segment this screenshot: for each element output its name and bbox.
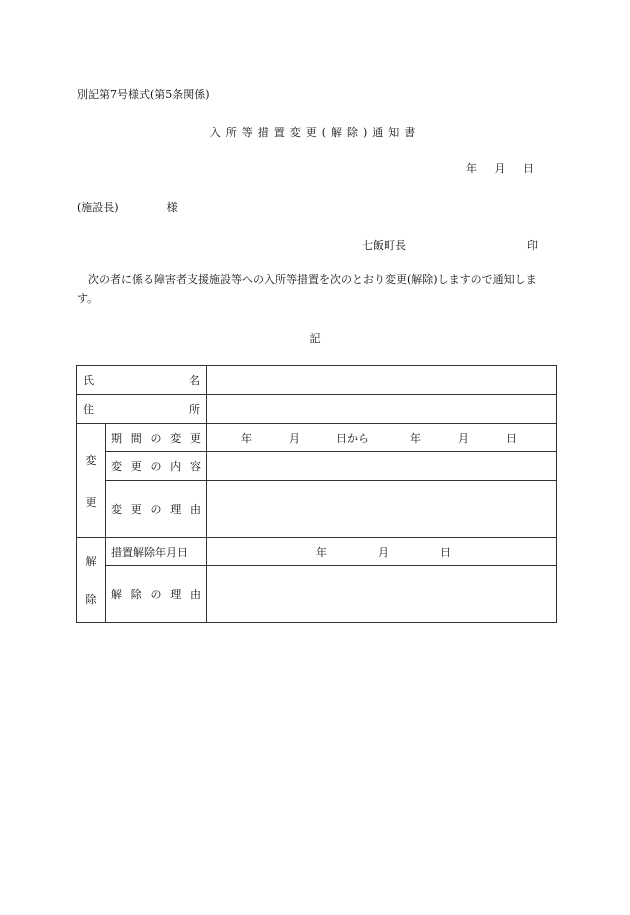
addressee-honorific: 様: [166, 201, 178, 214]
cancel-reason-label: [106, 566, 207, 623]
addressee: [77, 199, 178, 215]
seal-mark: 印: [527, 239, 538, 252]
notice-table: [76, 365, 557, 623]
name-label: [77, 366, 207, 395]
change-group-char: 更: [85, 495, 97, 509]
label-char: の: [150, 503, 162, 516]
label-char: 解: [111, 588, 122, 601]
label-char: の: [150, 460, 162, 473]
label-char: 間: [130, 431, 142, 445]
change-content-field: [207, 452, 557, 481]
date-year: 年: [241, 431, 252, 445]
label-char: の: [150, 588, 162, 601]
cancel-group-char: 解: [85, 555, 97, 568]
label-char: 内: [170, 460, 182, 473]
name-label-char: 名: [189, 374, 200, 387]
date-month: 月: [378, 545, 389, 559]
issuer-name: 七飯町長: [362, 239, 406, 252]
ki-heading: 記: [309, 332, 321, 345]
cancel-reason-row: [77, 566, 557, 623]
period-change-field: [207, 424, 557, 452]
date-day: 日: [440, 545, 451, 559]
date-day-from: 日から: [336, 431, 369, 445]
name-field: [207, 366, 557, 395]
cancel-group-label: [77, 538, 106, 623]
date-month: 月: [289, 431, 300, 445]
label-char: 変: [170, 431, 182, 445]
form-reference: 別記第7号様式(第5条関係): [77, 88, 210, 101]
cancel-date-row: [77, 538, 557, 566]
change-content-label: [106, 452, 207, 481]
issue-date: 年 月 日: [466, 162, 534, 175]
date-year: 年: [410, 431, 421, 445]
label-char: 変: [111, 460, 122, 473]
period-change-row: [77, 424, 557, 452]
change-content-row: [77, 452, 557, 481]
label-char: 由: [190, 588, 201, 601]
change-reason-row: [77, 481, 557, 538]
change-group-char: 変: [85, 453, 97, 467]
address-field: [207, 395, 557, 424]
period-change-label: [106, 424, 207, 452]
address-label: [77, 395, 207, 424]
label-char: の: [150, 431, 162, 445]
label-char: 更: [190, 431, 201, 445]
address-label-char: 所: [189, 403, 200, 416]
change-group-label: [77, 424, 106, 538]
label-char: 更: [130, 503, 142, 516]
notice-body: 次の者に係る障害者支援施設等への入所等措置を次のとおり変更(解除)しますので通知します。: [77, 273, 537, 305]
cancel-reason-field: [207, 566, 557, 623]
label-text: 措置解除年月日: [111, 545, 188, 559]
label-char: 理: [170, 503, 182, 516]
label-char: 期: [111, 431, 122, 445]
cancel-group-char: 除: [85, 593, 97, 606]
date-month: 月: [458, 431, 469, 445]
change-reason-label: [106, 481, 207, 538]
address-row: [77, 395, 557, 424]
label-char: 理: [170, 588, 182, 601]
addressee-role: (施設長): [77, 201, 119, 214]
date-day: 日: [506, 431, 517, 445]
date-year: 年: [316, 545, 327, 559]
cancel-date-label: [106, 538, 207, 566]
label-char: 変: [111, 503, 122, 516]
name-label-char: 氏: [83, 374, 94, 387]
label-char: 容: [190, 460, 201, 473]
document-title: 入所等措置変更(解除)通知書: [209, 126, 421, 139]
address-label-char: 住: [83, 403, 94, 416]
change-reason-field: [207, 481, 557, 538]
label-char: 更: [130, 460, 142, 473]
label-char: 除: [130, 588, 142, 601]
cancel-date-field: [207, 538, 557, 566]
name-row: [77, 366, 557, 395]
label-char: 由: [190, 503, 201, 516]
